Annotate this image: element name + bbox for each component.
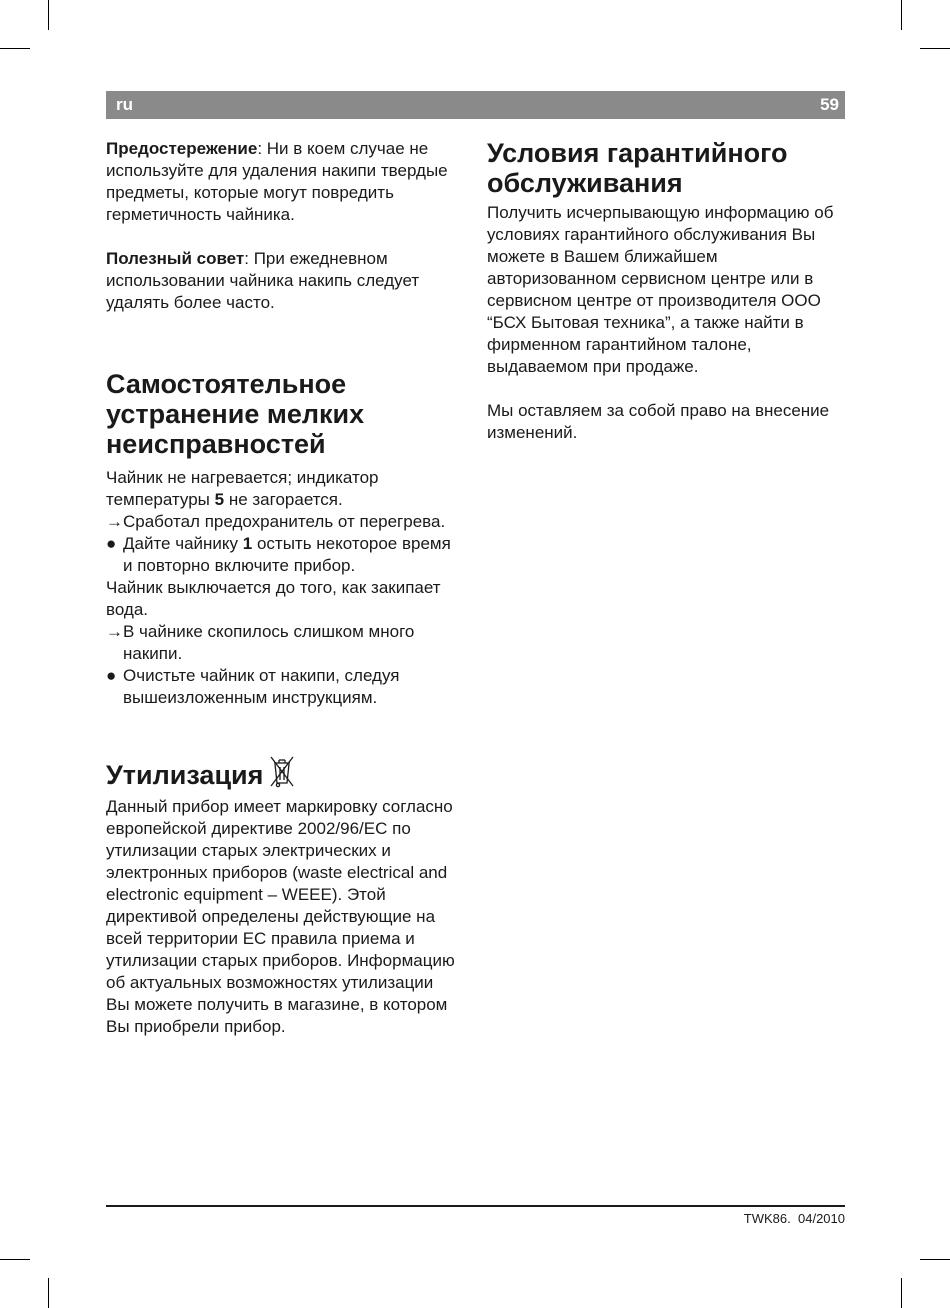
warning-paragraph (106, 138, 456, 226)
weee-crossed-bin-icon (269, 754, 295, 788)
cause-2: → В чайнике скопилось слишком много накипи. (106, 622, 415, 663)
arrow-right-icon: → (106, 512, 123, 531)
right-column (487, 138, 847, 444)
page-header-bar (106, 91, 845, 119)
tip-paragraph (106, 248, 456, 314)
left-column (106, 138, 456, 1038)
crop-mark (901, 1278, 902, 1308)
troubleshooting-heading: Самостоятельное устранение мелких неисправностей (106, 369, 365, 459)
model-number: TWK86. (743, 1211, 791, 1226)
crop-mark (48, 1278, 49, 1308)
bullet-icon: ● (106, 666, 117, 685)
problem-2: Чайник выключается до того, как закипает вода. (106, 578, 441, 619)
crop-mark (901, 0, 902, 30)
warranty-paragraph: Получить исчерпывающую информацию об условиях гарантийного обслуживания Вы можете в Вашем ближайшем авторизованном сервисном центре или в сервисном центре от производителя ООО “БСХ Бытовая техника”, а также найти в фирменном гарантийном талоне, выдаваемом при продаже. (487, 203, 834, 376)
bullet-icon: ● (106, 534, 117, 553)
changes-notice: Мы оставляем за собой право на внесение изменений. (487, 401, 830, 442)
crop-mark (920, 1259, 950, 1260)
crop-mark (0, 48, 30, 49)
disposal-text: Данный прибор имеет маркировку согласно европейской директиве 2002/96/EC по утилизации старых электрических и электронных приборов (waste electrical and electronic equipment – WEEE). Этой директивой определены действующие на всей территории ЕС правила приема и утилизации старых приборов. Информацию об актуальных возможностях утилизации Вы можете получить в магазине, в котором Вы приобрели прибор. (106, 797, 455, 1036)
crop-mark (48, 0, 49, 30)
cause-1: → Сработал предохранитель от перегрева. (106, 512, 446, 531)
problem-1: Чайник не нагревается; индикатор температуры 5 не загорается. (106, 468, 379, 509)
print-date: 04/2010 (798, 1211, 845, 1226)
disposal-heading: Утилизация (106, 754, 456, 790)
tip-label: Полезный совет (106, 249, 245, 268)
footer-info (744, 1211, 845, 1226)
warning-label: Предостережение (106, 139, 258, 158)
crop-mark (0, 1259, 30, 1260)
crop-mark (920, 48, 950, 49)
tip-text: : При ежедневном использовании чайника накипь следует удалять более часто. (106, 249, 420, 312)
language-code: ru (116, 95, 133, 114)
solution-2: ● Очистьте чайник от накипи, следуя вышеизложенным инструкциям. (106, 666, 400, 707)
warranty-heading: Условия гарантийного обслуживания (487, 138, 788, 198)
warning-text: : Ни в коем случае не используйте для удаления накипи твердые предметы, которые могут повредить герметичность чайника. (106, 139, 448, 224)
footer-divider (106, 1205, 845, 1207)
solution-1: ● Дайте чайнику 1 остыть некоторое время и повторно включите прибор. (106, 534, 451, 575)
page-number: 59 (820, 95, 839, 114)
arrow-right-icon: → (106, 622, 123, 641)
